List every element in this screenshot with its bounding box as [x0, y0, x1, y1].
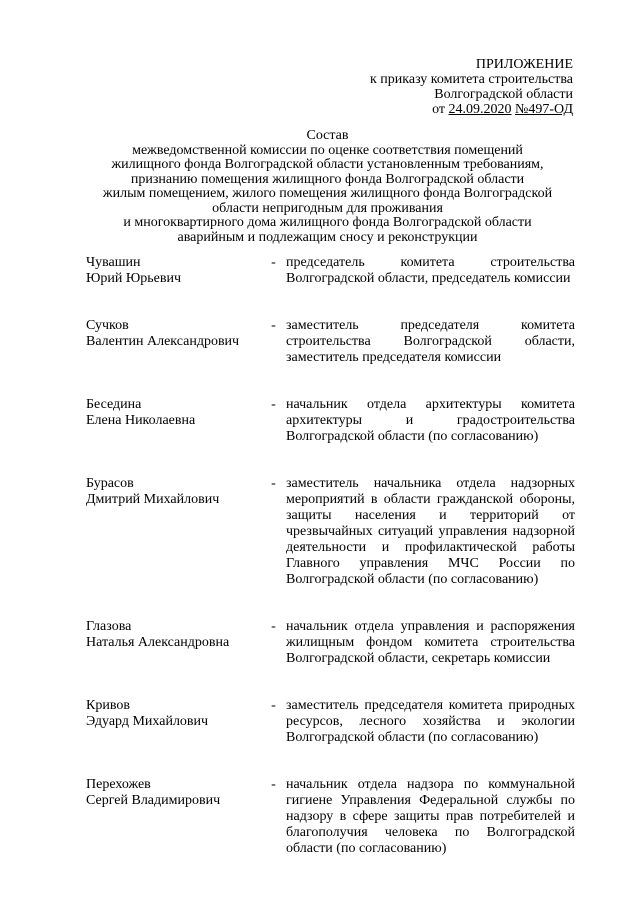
member-surname: Глазова: [86, 619, 132, 634]
member-dash: -: [271, 255, 276, 270]
member-name: [86, 255, 261, 287]
appendix-date: 24.09.2020: [448, 102, 512, 117]
member-surname: Перехожев: [86, 777, 151, 792]
member-surname: Беседина: [86, 397, 142, 412]
member-role: начальник отдела надзора по коммунальной гигиене Управления Федеральной службы по надзору в сфере защиты прав потребителей и благополучия человека по Волгоградской области (по согласованию): [286, 777, 575, 856]
member-given-names: Дмитрий Михайлович: [86, 492, 220, 507]
member-given-names: Елена Николаевна: [86, 413, 196, 428]
member-dash: -: [271, 318, 276, 333]
member-dash: -: [271, 777, 276, 792]
member-surname: Сучков: [86, 318, 129, 333]
member-surname: Чувашин: [86, 255, 141, 270]
member-entry: [86, 255, 575, 287]
member-given-names: Наталья Александровна: [86, 635, 230, 650]
member-entry: [86, 397, 575, 445]
member-given-names: Юрий Юрьевич: [86, 271, 182, 286]
title-line: межведомственной комиссии по оценке соответствия помещений: [132, 142, 523, 158]
member-role: начальник отдела управления и распоряжения жилищным фондом комитета строительства Волгоградской области, секретарь комиссии: [286, 619, 575, 666]
member-entry: [86, 318, 575, 366]
member-role: заместитель председателя комитета природных ресурсов, лесного хозяйства и экологии Волгоградской области (по согласованию): [286, 698, 575, 745]
member-entry: [86, 476, 575, 588]
member-name: [86, 698, 261, 730]
member-name: [86, 318, 261, 350]
appendix-number: №497-ОД: [515, 102, 573, 117]
member-entry: [86, 619, 575, 667]
member-role: заместитель начальника отдела надзорных мероприятий в области гражданской обороны, защиты населения и территорий от чрезвычайных ситуаций управления надзорной деятельности и профилактической работы Главного управления МЧС России по Волгоградской области (по согласованию): [286, 476, 575, 587]
commission-members-list: [86, 255, 575, 888]
member-name: [86, 619, 261, 651]
member-dash: -: [271, 698, 276, 713]
member-name: [86, 476, 261, 508]
member-surname: Кривов: [86, 698, 130, 713]
title-line: жилым помещением, жилого помещения жилищного фонда Волгоградской: [102, 186, 553, 201]
title-line: аварийным и подлежащим сносу и реконструкции: [177, 229, 478, 245]
member-dash: -: [271, 476, 276, 491]
appendix-block: [370, 57, 573, 117]
member-surname: Бурасов: [86, 476, 134, 491]
appendix-date-line: [370, 102, 573, 117]
title-line: и многоквартирного дома жилищного фонда Волгоградской области: [123, 215, 532, 230]
member-dash: -: [271, 619, 276, 634]
member-given-names: Эдуард Михайлович: [86, 714, 209, 729]
title-line: жилищного фонда Волгоградской области установленным требованиям,: [111, 157, 544, 172]
appendix-heading: ПРИЛОЖЕНИЕ: [475, 57, 573, 72]
appendix-order-line: к приказу комитета строительства: [369, 72, 573, 87]
member-name: [86, 777, 261, 809]
member-entry: [86, 698, 575, 746]
appendix-region-line: Волгоградской области: [434, 87, 573, 102]
member-role: начальник отдела архитектуры комитета архитектуры и градостроительства Волгоградской области (по согласованию): [286, 397, 575, 444]
appendix-date-prefix: от: [432, 102, 446, 117]
member-dash: -: [271, 397, 276, 412]
title-line: области непригодным для проживания: [212, 200, 443, 216]
member-given-names: Сергей Владимирович: [86, 793, 221, 808]
member-role: заместитель председателя комитета строительства Волгоградской области, заместитель председателя комиссии: [286, 318, 575, 365]
document-title: [80, 129, 575, 245]
title-line: признанию помещения жилищного фонда Волгоградской области: [130, 171, 525, 187]
member-given-names: Валентин Александрович: [86, 334, 240, 349]
member-name: [86, 397, 261, 429]
member-role: председатель комитета строительства Волгоградской области, председатель комиссии: [286, 255, 575, 286]
member-entry: [86, 777, 575, 857]
title-heading: Состав: [306, 128, 349, 143]
